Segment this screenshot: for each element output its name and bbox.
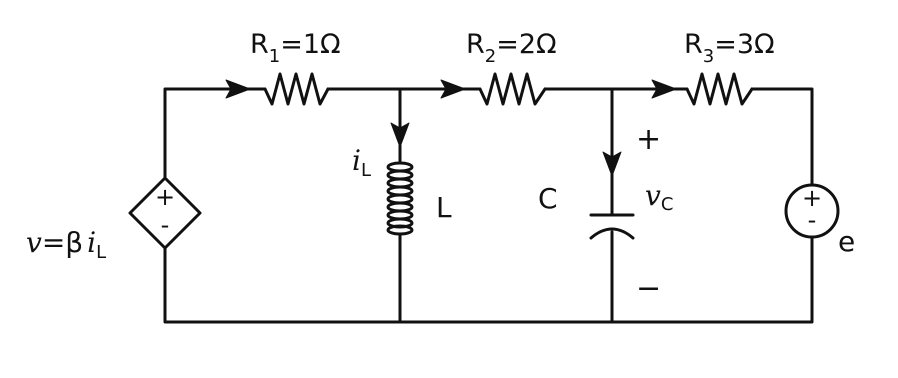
label-inductor: L — [436, 191, 452, 224]
dependent-source-minus: - — [160, 211, 170, 239]
inductor-coil — [388, 163, 412, 234]
resistor-r1 — [265, 74, 328, 104]
dependent-source-plus: + — [154, 183, 176, 211]
label-voltage-source: e — [838, 225, 856, 258]
label-r3: $R_3=3\Omega$ — [684, 29, 775, 67]
label-r2: $R_2=2\Omega$ — [466, 29, 557, 67]
resistor-r3 — [687, 74, 752, 104]
voltage-source-plus: + — [801, 184, 823, 212]
label-dependent-source: v=β iL — [26, 226, 107, 263]
current-arrows — [226, 80, 676, 176]
label-r1: $R_1=1\Omega$ — [250, 29, 341, 67]
wire-left-top — [165, 89, 265, 178]
resistor-r2 — [480, 74, 545, 104]
label-capacitor: C — [538, 182, 558, 215]
voltage-source-e — [786, 184, 838, 237]
dependent-source — [130, 178, 200, 248]
capacitor-minus: − — [636, 271, 662, 306]
wires — [165, 89, 812, 322]
wire-bottom — [165, 237, 812, 322]
label-capacitor-voltage: vC — [645, 179, 674, 215]
label-inductor-current: iL — [352, 144, 371, 181]
wire-right-top — [752, 89, 812, 185]
capacitor-plus: + — [636, 122, 662, 157]
voltage-source-minus: - — [807, 206, 817, 234]
